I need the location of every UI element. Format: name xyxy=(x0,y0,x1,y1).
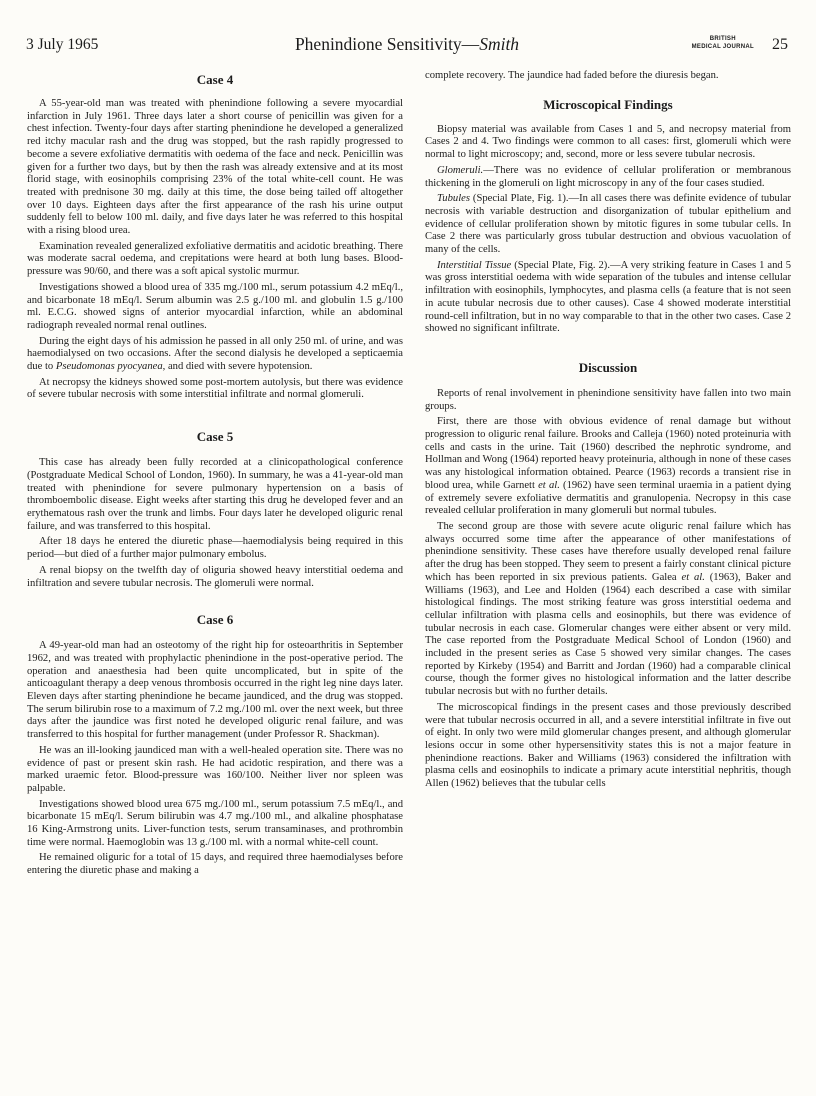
discussion-heading: Discussion xyxy=(578,359,638,375)
microscopical-findings-section xyxy=(425,97,791,336)
running-title xyxy=(26,34,788,55)
case-5-section xyxy=(27,429,403,590)
discussion-paragraph: First, there are those with obvious evidence of renal damage but without progression to oliguric renal failure. Brooks and Calleja (1960) noted proteinuria with cells and casts in the urine. Tait (1960) described the nephrotic syndrome, and Hollman and Wong (1964) reported heavy proteinuria, although in none of these cases was any histological information obtained. Pearce (1963) records a transient rise in blood urea, while Garnett et al. (1962) have seen terminal uraemia in a patient dying of extremely severe exfoliative dermatitis and granulopenia. Necropsy in this case revealed cellular proliferation in many glomeruli but normal tubules. xyxy=(425,416,791,517)
right-column xyxy=(425,70,791,794)
page-number: 25 xyxy=(772,36,788,53)
journal-line-1: BRITISH xyxy=(709,36,736,42)
micro-paragraph: Biopsy material was available from Cases 1 and 5, and necropsy material from Cases 2 and 4. Two findings were common to all cases: first, glomeruli which were normal to light microscopy; and, second, more or less severe tubular necrosis. xyxy=(425,123,791,161)
micro-paragraph: Tubules (Special Plate, Fig. 1).—In all cases there was definite evidence of tubular necrosis with variable destruction and disorganization of tubular epithelium and evidence of cellular proliferation shown by mitotic figures in some tubular cells. In Case 2 there was particularly gross tubular destruction and obvious vacuolation of many of the cells. xyxy=(425,193,791,256)
case-4-paragraph: A 55-year-old man was treated with phenindione following a severe myocardial infarction in July 1961. Three days later a short course of penicillin was given for a chest infection. Twenty-four days after starting phenindione he developed a generalized red itchy macular rash and the drug was stopped, but the rash rapidly progressed to become a severe exfoliative dermatitis with oedema of the face and neck. Penicillin was given for a further two days, but by then the rash was already extensive and at its most florid stage, with eosinophils comprising 23% of the total white-cell count. He was treated with prednisone 30 mg. daily at this time, the dose being tailed off altogether over 10 days. Eighteen days after the first appearance of the rash his urine output suddenly fell to below 100 ml. daily, and five days later he was referred to this hospital with a rising blood urea. xyxy=(27,98,403,237)
journal-line-2: MEDICAL JOURNAL xyxy=(691,44,754,50)
case-5-heading: Case 5 xyxy=(196,429,234,445)
micro-paragraph: Interstitial Tissue (Special Plate, Fig. 2).—A very striking feature in Cases 1 and 5 was gross interstitial oedema with wide separation of the tubules and intense cellular infiltration with eosinophils, lymphocytes, and plasma cells (a feature that is not seen in acute tubular necrosis due to other causes). Case 4 showed moderate interstitial round-cell infiltration, but in no way comparable to that in the other two cases. Case 2 showed no significant infiltrate. xyxy=(425,259,791,335)
case-4-section xyxy=(27,72,403,402)
case-6-paragraph: He was an ill-looking jaundiced man with a well-healed operation site. There was no evidence of past or present skin rash. He had acidotic respiration, and there was a marked uraemic fetor. Blood-pressure was 160/100. Neither liver nor spleen was palpable. xyxy=(27,744,403,794)
continuation-paragraph: complete recovery. The jaundice had faded before the diuresis began. xyxy=(425,70,719,81)
case-5-paragraph: After 18 days he entered the diuretic phase—haemodialysis being required in this period—but died of a further major pulmonary embolus. xyxy=(27,536,403,561)
microscopical-findings-heading: Microscopical Findings xyxy=(543,96,673,112)
case-6-paragraph: He remained oliguric for a total of 15 days, and required three haemodialyses before entering the diuretic phase and making a xyxy=(27,852,403,877)
case-6-paragraph: Investigations showed blood urea 675 mg./100 ml., serum potassium 7.5 mEq/l., and bicarbonate 15 mEq/l. Serum bilirubin was 4.7 mg./100 ml., and alkaline phosphatase 16 King-Armstrong units. Liver-function tests, serum transaminases, and prothrombin time were normal. Haemoglobin was 13 g./100 ml. with a normal white-cell count. xyxy=(27,798,403,848)
case-6-heading: Case 6 xyxy=(196,612,234,628)
subheading-interstitial: Interstitial Tissue xyxy=(437,259,512,271)
case-4-paragraph: Investigations showed a blood urea of 335 mg./100 ml., serum potassium 4.2 mEq/l., and bicarbonate 18 mEq/l. Serum albumin was 2.5 g./100 ml. and globulin 1.5 g./100 ml. E.C.G. showed signs of anterior myocardial infarction, while an abdominal radiograph revealed normal renal outlines. xyxy=(27,281,403,331)
case-4-heading: Case 4 xyxy=(196,72,234,87)
subheading-glomeruli: Glomeruli. xyxy=(437,164,484,176)
page-header xyxy=(26,34,788,56)
organism-name: Pseudomonas pyocyanea, xyxy=(55,361,166,373)
title-author: Smith xyxy=(479,34,520,54)
case-6-paragraph: A 49-year-old man had an osteotomy of the right hip for osteoarthritis in September 1962, and was treated with prophylactic phenindione in the post-operative period. The operation and anaesthesia had been quite uncomplicated, but in spite of the anticoagulant therapy a deep venous thrombosis occurred in the right leg nine days later. Eleven days after starting phenindione he became jaundiced, and the drug was stopped. The serum bilirubin rose to a maximum of 7.2 mg./100 ml. over the next week, but three days after the jaundice was first noted he developed oliguric renal failure, and was transferred to this hospital for further management (under Professor R. Shackman). xyxy=(27,640,403,741)
journal-name xyxy=(692,35,754,51)
case-4-paragraph: During the eight days of his admission he passed in all only 250 ml. of urine, and was haemodialysed on two occasions. After the second dialysis he developed a septicaemia due to Pseudomonas pyocyanea, and died with severe hypotension. xyxy=(27,335,403,373)
case-6-section xyxy=(27,612,403,878)
discussion-paragraph: Reports of renal involvement in phenindione sensitivity have fallen into two main groups. xyxy=(425,387,791,412)
subheading-tubules: Tubules xyxy=(437,193,470,205)
case-5-paragraph: This case has already been fully recorded at a clinicopathological conference (Postgraduate Medical School of London, 1960). In summary, he was a 41-year-old man treated with phenindione for severe pulmonary hypertension on a basis of thromboembolic disease. Eight weeks after starting this drug he developed fever and an erythematous rash over the trunk and limbs. Four days later he developed oliguric renal failure, and was transferred to this hospital. xyxy=(27,457,403,532)
issue-date: 3 July 1965 xyxy=(26,36,99,53)
case-5-paragraph: A renal biopsy on the twelfth day of oliguria showed heavy interstitial oedema and infiltration and severe tubular necrosis. The glomeruli were normal. xyxy=(27,564,403,589)
left-column xyxy=(27,72,403,881)
case-4-paragraph: At necropsy the kidneys showed some post-mortem autolysis, but there was evidence of severe tubular necrosis with some interstitial infiltrate and normal glomeruli. xyxy=(27,376,403,401)
micro-paragraph: Glomeruli.—There was no evidence of cellular proliferation or membranous thickening in the glomeruli on light microscopy in any of the four cases studied. xyxy=(425,164,791,189)
case-4-paragraph: Examination revealed generalized exfoliative dermatitis and acidotic breathing. There was moderate sacral oedema, and crepitations were heard at both lung bases. Blood-pressure was 90/60, and there was a soft apical systolic murmur. xyxy=(27,240,403,278)
title-main: Phenindione Sensitivity— xyxy=(294,34,480,54)
discussion-section xyxy=(425,360,791,791)
discussion-paragraph: The microscopical findings in the present cases and those previously described were that tubular necrosis occurred in all, and a severe interstitial infiltrate in five out of eight. In only two were mild glomerular changes present, and although glomerular lesions occur in some other hypersensitivity states this is not a major feature in phenindione reactions. Baker and Williams (1963) considered the infiltration with plasma cells and eosinophils to indicate a primary acute interstitial nephritis, though Allen (1962) believes that the tubular cells xyxy=(425,701,791,790)
discussion-paragraph: The second group are those with severe acute oliguric renal failure which has always occurred some time after the appearance of other manifestations of phenindione sensitivity. These cases have therefore usually developed renal failure after the drug has been stopped. They seem to present a fairly constant clinical picture which has been reported in six previous patients. Galea et al. (1963), Baker and Williams (1963), and Lee and Holden (1964) each described a case with similar histological findings. The most striking feature was gross interstitial oedema and cellular infiltration with plasma cells and eosinophils, but there was evidence of tubular necrosis in each case. Glomerular changes were either absent or very mild. The case reported from the Postgraduate Medical School of London (1960) and included in the present series as Case 5 showed very similar changes. The cases reported by Kirkeby (1954) and Barritt and Jordan (1960) had a comparable clinical course, though the former gives no histological information and the latter describe tubular necrosis but with no further details. xyxy=(425,520,791,698)
